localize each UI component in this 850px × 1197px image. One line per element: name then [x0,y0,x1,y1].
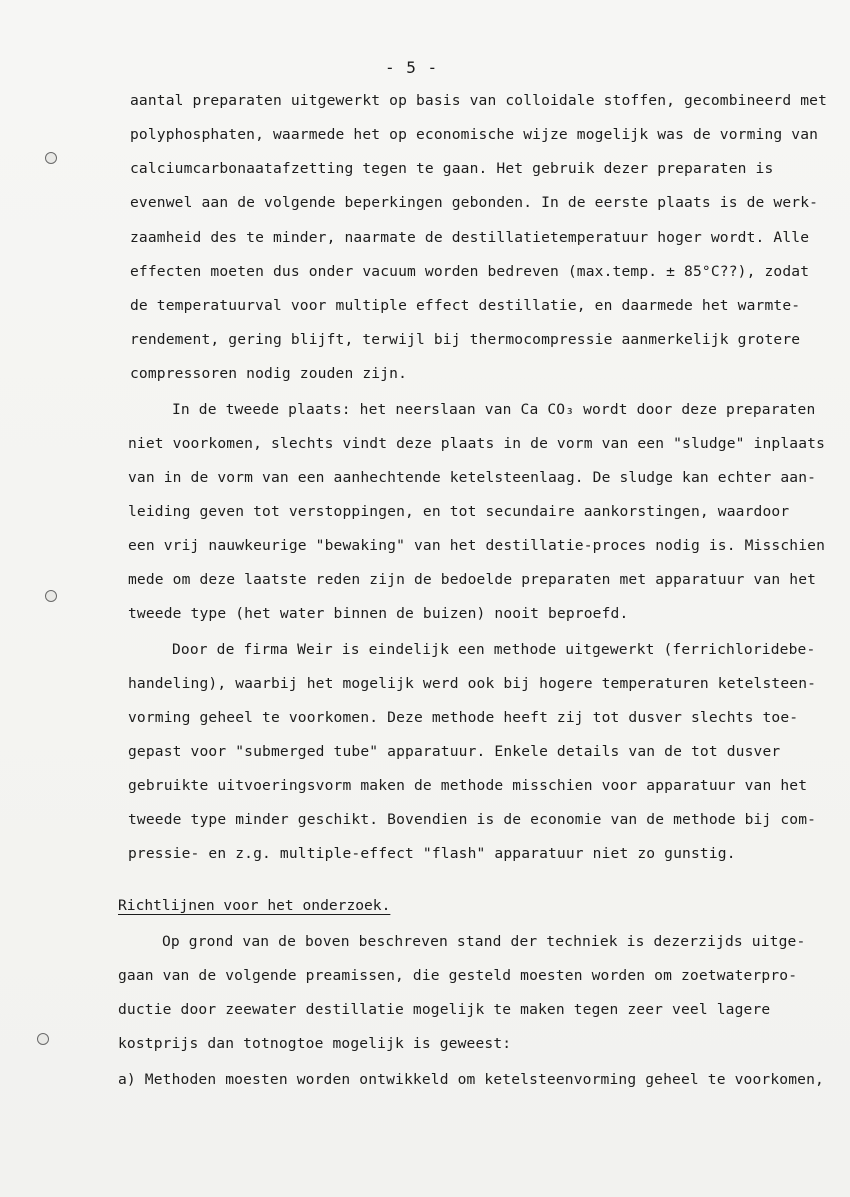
text-line: a) Methoden moesten worden ontwikkeld om ketelsteenvorming geheel te voorkomen, [118,1071,824,1088]
text-line: leiding geven tot verstoppingen, en tot secundaire aankorstingen, waardoor [128,503,790,520]
text-line: een vrij nauwkeurige "bewaking" van het destillatie-proces nodig is. Misschien [128,537,826,554]
text-line: niet voorkomen, slechts vindt deze plaats in de vorm van een "sludge" inplaats [128,435,826,452]
text-line: tweede type (het water binnen de buizen) nooit beproefd. [128,605,629,622]
text-line: In de tweede plaats: het neerslaan van Ca CO₃ wordt door deze preparaten [172,401,816,418]
text-line: rendement, gering blijft, terwijl bij thermocompressie aanmerkelijk grotere [130,331,801,348]
text-line: zaamheid des te minder, naarmate de destillatietemperatuur hoger wordt. Alle [130,229,810,246]
text-line: calciumcarbonaatafzetting tegen te gaan. Het gebruik dezer preparaten is [130,160,774,177]
text-line: evenwel aan de volgende beperkingen gebonden. In de eerste plaats is de werk- [130,194,819,211]
text-line: Door de firma Weir is eindelijk een methode uitgewerkt (ferrichloridebe- [172,641,816,658]
punch-hole-bottom [37,1033,49,1045]
text-line: gebruikte uitvoeringsvorm maken de methode misschien voor apparatuur van het [128,777,808,794]
text-line: pressie- en z.g. multiple-effect "flash" apparatuur niet zo gunstig. [128,845,736,862]
text-line: de temperatuurval voor multiple effect destillatie, en daarmede het warmte- [130,297,801,314]
text-line: Op grond van de boven beschreven stand der techniek is dezerzijds uitge- [162,933,806,950]
text-line: vorming geheel te voorkomen. Deze methode heeft zij tot dusver slechts toe- [128,709,799,726]
text-line: gepast voor "submerged tube" apparatuur. Enkele details van de tot dusver [128,743,781,760]
text-line: tweede type minder geschikt. Bovendien is de economie van de methode bij com- [128,811,817,828]
text-line: mede om deze laatste reden zijn de bedoelde preparaten met apparatuur van het [128,571,817,588]
text-line: effecten moeten dus onder vacuum worden bedreven (max.temp. ± 85°C??), zodat [130,263,810,280]
page-number: - 5 - [385,58,439,77]
punch-hole-middle [45,590,57,602]
text-line: kostprijs dan totnogtoe mogelijk is geweest: [118,1035,512,1052]
section-heading: Richtlijnen voor het onderzoek. [118,897,391,914]
text-line: polyphosphaten, waarmede het op economische wijze mogelijk was de vorming van [130,126,819,143]
punch-hole-top [45,152,57,164]
text-line: ductie door zeewater destillatie mogelijk te maken tegen zeer veel lagere [118,1001,771,1018]
text-line: compressoren nodig zouden zijn. [130,365,408,382]
text-line: handeling), waarbij het mogelijk werd ook bij hogere temperaturen ketelsteen- [128,675,817,692]
text-line: aantal preparaten uitgewerkt op basis van colloidale stoffen, gecombineerd met [130,92,828,109]
text-line: van in de vorm van een aanhechtende ketelsteenlaag. De sludge kan echter aan- [128,469,817,486]
text-line: gaan van de volgende preamissen, die gesteld moesten worden om zoetwaterpro- [118,967,798,984]
